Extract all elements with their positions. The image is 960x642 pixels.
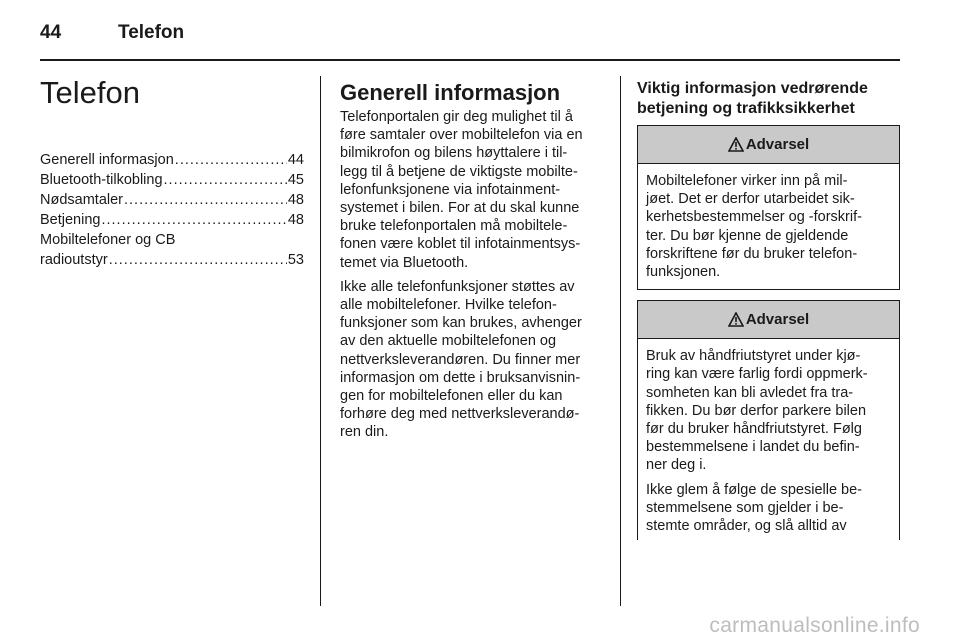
column-divider-1 — [320, 76, 321, 606]
warning-body: Mobiltelefoner virker inn på mil- jøet. Det er derfor utarbeidet sik- kerhetsbestemmelser og -forskrif- ter. Du bør kjenne de gjeldende forskriftene før du bruker telefon- funksjonen. — [646, 173, 862, 281]
general-info-column — [340, 80, 602, 448]
column-divider-2 — [620, 76, 621, 606]
toc-item[interactable]: Bluetooth-tilkobling ..... 45 — [40, 170, 304, 190]
toc-item[interactable]: Betjening ..... 48 — [40, 210, 304, 230]
warning-box-2 — [637, 300, 900, 540]
page-number: 44 — [40, 22, 62, 43]
general-info-heading: Generell informasjon — [340, 80, 561, 105]
toc-item[interactable]: Generell informasjon ..... 44 — [40, 150, 304, 170]
warning-triangle-icon — [728, 312, 744, 327]
watermark: carmanualsonline.info — [709, 614, 920, 637]
general-info-paragraph-2: Ikke alle telefonfunksjoner støttes av alle mobiltelefoner. Hvilke telefon- funksjoner som kan brukes, avhenger av den aktuelle mobiltelefonen og nettverksleverandøren. Du finner mer informasjon om dette i bruksanvisnin- gen for mobiltelefonen eller du kan forhøre deg med nettverksleverandø- ren din. — [340, 278, 582, 441]
toc-item[interactable]: Nødsamtaler ..... 48 — [40, 190, 304, 210]
table-of-contents — [40, 150, 304, 270]
warning-body: Bruk av håndfriutstyret under kjø- ring kan være farlig fordi oppmerk- somheten kan bli avledet fra tra- fikken. Du bør derfor parkere bilen før du bruker håndfriutstyret. Følg bestemmelsene i landet du befin- ner deg i. Ikke glem å følge de spesielle be- stemmelsene som gjelder i be- stemte områder, og slå alltid av — [646, 348, 868, 535]
header-rule — [40, 59, 900, 61]
chapter-title: Telefon — [40, 75, 140, 110]
general-info-paragraph-1: Telefonportalen gir deg mulighet til å føre samtaler over mobiltelefon via en bilmikrofon og bilens høyttalere i til- legg til å betjene de viktigste mobilte- lefonfunksjonene via infotainment- systemet i bilen. For at du skal kunne bruke telefonportalen må mobiltele- fonen være koblet til infotainmentsys- temet via Bluetooth. — [340, 109, 583, 271]
warning-header: Advarsel — [638, 301, 899, 339]
warning-triangle-icon — [728, 137, 744, 152]
safety-column — [637, 79, 900, 550]
warning-header: Advarsel — [638, 126, 899, 164]
section-title: Telefon — [118, 22, 185, 43]
toc-item[interactable]: Mobiltelefoner og CB radioutstyr ..... 53 — [40, 230, 304, 270]
toc-column — [40, 74, 304, 270]
safety-heading: Viktig informasjon vedrørende betjening og trafikksikkerhet — [637, 80, 868, 117]
warning-box-1 — [637, 125, 900, 290]
